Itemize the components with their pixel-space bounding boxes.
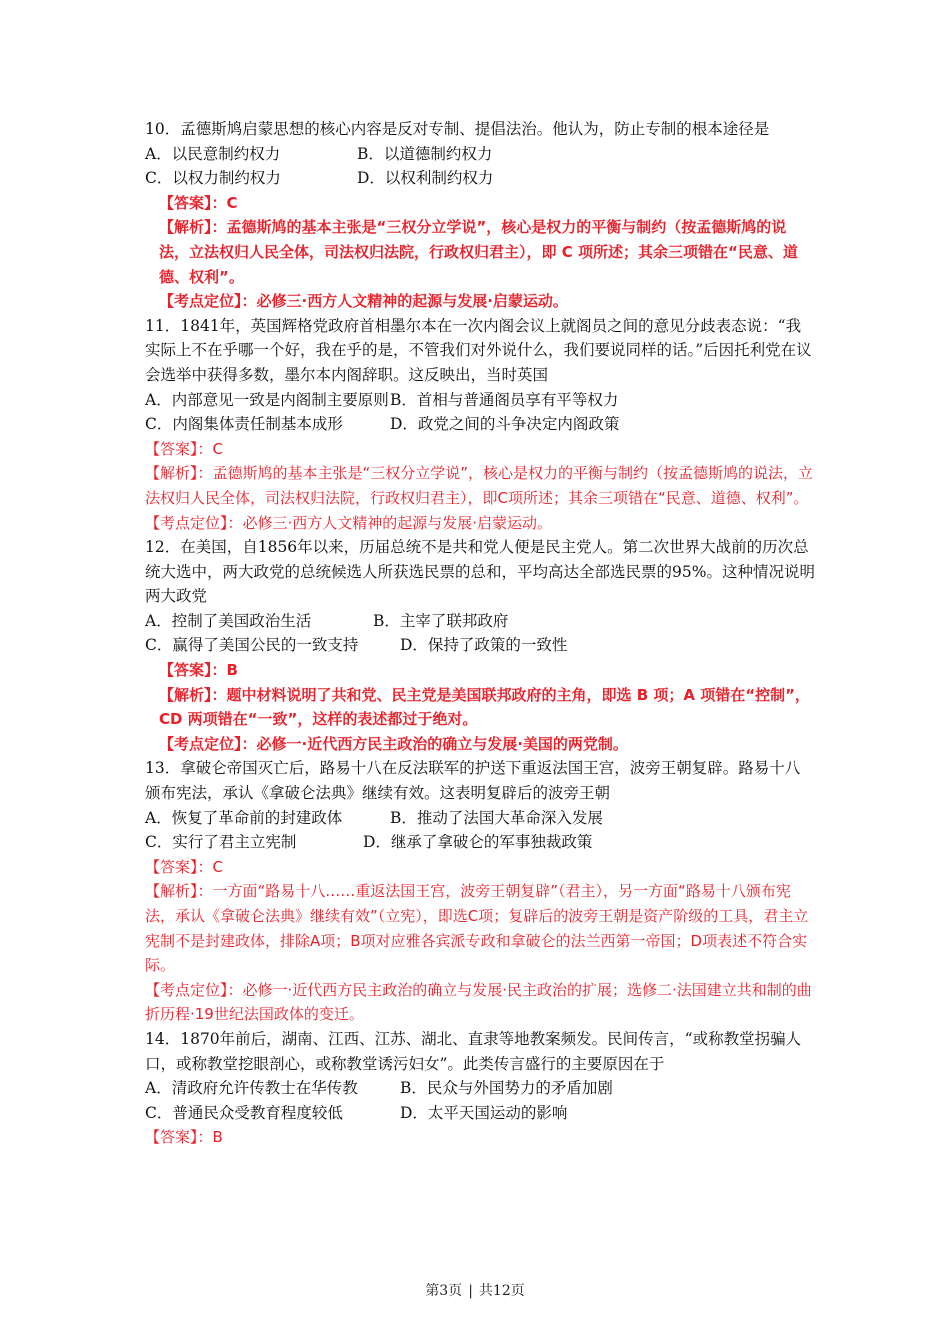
option-c: C．普通民众受教育程度较低 <box>145 1103 343 1122</box>
options-row <box>145 142 815 167</box>
options-row <box>145 388 815 413</box>
question-stem: 11．1841年，英国辉格党政府首相墨尔本在一次内阁会议上就阁员之间的意见分歧表态说：“我实际上不在乎哪一个好，我在乎的是，不管我们对外说什么，我们要说同样的话。”后因托利党在议会选举中获得多数，墨尔本内阁辞职。这反映出，当时英国 <box>145 316 812 384</box>
question-stem: 10．孟德斯鸠启蒙思想的核心内容是反对专制、提倡法治。他认为，防止专制的根本途径是 <box>145 120 770 138</box>
options-row <box>145 633 815 658</box>
option-c: C．内阁集体责任制基本成形 <box>145 415 343 434</box>
option-d: D．保持了政策的一致性 <box>400 636 568 655</box>
key-point: 【考点定位】：必修三·西方人文精神的起源与发展·启蒙运动。 <box>159 292 568 311</box>
question-11 <box>145 314 815 535</box>
question-list <box>145 117 815 1150</box>
analysis: 【解析】：孟德斯鸠的基本主张是“三权分立学说”，核心是权力的平衡与制约（按孟德斯鸠的说法，立法权归人民全体，司法权归法院，行政权归君主），即 C 项所述；其余三项错在“民意、道德、权利”。 <box>159 218 798 286</box>
page-footer <box>0 1280 950 1300</box>
answer: 【答案】：C <box>145 857 223 876</box>
options-row <box>145 1101 815 1126</box>
options-row <box>145 830 815 855</box>
option-c: C．赢得了美国公民的一致支持 <box>145 636 359 655</box>
option-c: C．以权力制约权力 <box>145 169 281 188</box>
question-stem: 13．拿破仑帝国灭亡后，路易十八在反法联军的护送下重返法国王宫，波旁王朝复辟。路易十八颁布宪法，承认《拿破仑法典》继续有效。这表明复辟后的波旁王朝 <box>145 759 801 803</box>
analysis: 【解析】：孟德斯鸠的基本主张是“三权分立学说”，核心是权力的平衡与制约（按孟德斯鸠的说法，立法权归人民全体，司法权归法院，行政权归君主），即C项所述；其余三项错在“民意、道德、权利”。 <box>145 464 814 507</box>
option-a: A．清政府允许传教士在华传教 <box>145 1079 358 1098</box>
option-a: A．以民意制约权力 <box>145 144 281 163</box>
page-total: 共12页 <box>478 1283 525 1299</box>
answer: 【答案】：B <box>145 1128 223 1147</box>
answer: 【答案】：B <box>159 661 238 680</box>
option-a: A．恢复了革命前的封建政体 <box>145 808 343 827</box>
key-point: 【考点定位】：必修一·近代西方民主政治的确立与发展·美国的两党制。 <box>159 734 628 753</box>
question-10 <box>145 117 815 314</box>
option-d: D．政党之间的斗争决定内阁政策 <box>390 415 620 434</box>
options-row <box>145 1076 815 1101</box>
question-14 <box>145 1027 815 1150</box>
option-b: B．推动了法国大革命深入发展 <box>390 808 603 827</box>
option-a: A．内部意见一致是内阁制主要原则 <box>145 390 389 409</box>
page-number: 第3页 <box>425 1283 463 1299</box>
options-row <box>145 412 815 437</box>
key-point: 【考点定位】：必修三·西方人文精神的起源与发展·启蒙运动。 <box>145 513 553 532</box>
footer-separator: | <box>468 1283 473 1299</box>
options-row <box>145 609 815 634</box>
option-b: B．主宰了联邦政府 <box>373 611 509 630</box>
analysis: 【解析】：一方面“路易十八……重返法国王宫，波旁王朝复辟”（君主），另一方面“路易十八颁布宪法，承认《拿破仑法典》继续有效”（立宪），即选C项；复辟后的波旁王朝是资产阶级的工具，君主立宪制不是封建政体，排除A项；B项对应雅各宾派专政和拿破仑的法兰西第一帝国；D项表述不符合实际。 <box>145 882 809 975</box>
options-row <box>145 166 815 191</box>
option-d: D．继承了拿破仑的军事独裁政策 <box>363 833 593 852</box>
question-stem: 12．在美国，自1856年以来，历届总统不是共和党人便是民主党人。第二次世界大战前的历次总统大选中，两大政党的总统候选人所获选民票的总和，平均高达全部选民票的95%。这种情况说明两大政党 <box>145 538 815 606</box>
option-b: B．民众与外国势力的矛盾加剧 <box>400 1079 613 1098</box>
option-d: D．以权利制约权力 <box>357 169 494 188</box>
analysis: 【解析】：题中材料说明了共和党、民主党是美国联邦政府的主角，即选 B 项；A 项错在“控制”，CD 两项错在“一致”，这样的表述都过于绝对。 <box>159 685 810 729</box>
question-13 <box>145 756 815 1027</box>
option-a: A．控制了美国政治生活 <box>145 611 312 630</box>
option-d: D．太平天国运动的影响 <box>400 1103 568 1122</box>
question-12 <box>145 535 815 756</box>
answer: 【答案】：C <box>145 439 223 458</box>
option-b: B．首相与普通阁员享有平等权力 <box>390 390 619 409</box>
answer: 【答案】：C <box>159 193 238 212</box>
options-row <box>145 806 815 831</box>
option-b: B．以道德制约权力 <box>357 144 493 163</box>
key-point: 【考点定位】：必修一·近代西方民主政治的确立与发展·民主政治的扩展；选修二·法国建立共和制的曲折历程·19世纪法国政体的变迁。 <box>145 980 812 1024</box>
question-stem: 14．1870年前后，湖南、江西、江苏、湖北、直隶等地教案频发。民间传言，“或称教堂拐骗人口，或称教堂挖眼剖心，或称教堂诱污妇女”。此类传言盛行的主要原因在于 <box>145 1029 802 1073</box>
option-c: C．实行了君主立宪制 <box>145 833 297 852</box>
